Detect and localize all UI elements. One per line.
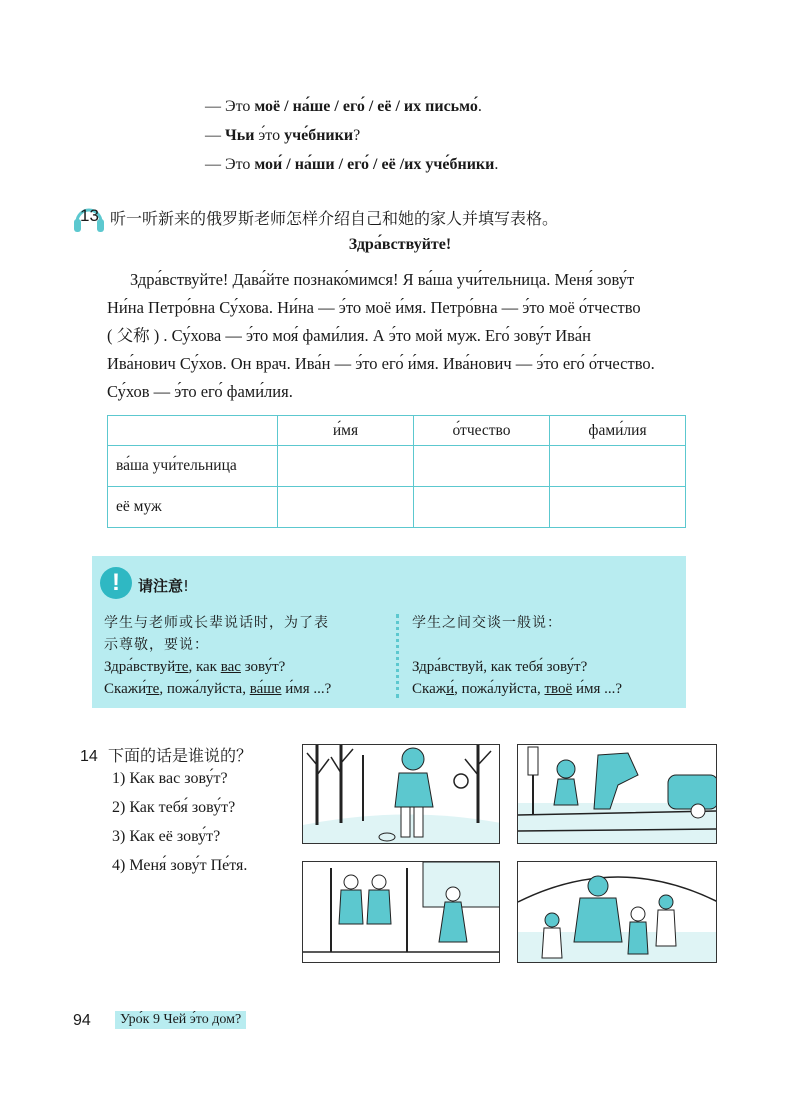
- table-answer-cell[interactable]: [550, 446, 686, 487]
- exercise-14-item: 4) Меня́ зову́т Пе́тя.: [112, 857, 248, 874]
- table-row-label: ва́ша учи́тельница: [108, 446, 278, 487]
- note-title: 请注意!: [138, 577, 190, 595]
- note-right-cn-1: 学生之间交谈一般说：: [412, 615, 562, 631]
- table-answer-cell[interactable]: [414, 446, 550, 487]
- exercise-14-item: 3) Как её зову́т?: [112, 828, 221, 845]
- table-answer-cell[interactable]: [278, 446, 414, 487]
- illustration-boys-and-girl: [302, 861, 500, 963]
- fill-in-table: [107, 415, 686, 528]
- exercise-14-item: 2) Как тебя́ зову́т?: [112, 799, 236, 816]
- dialogue-line-2: — Чьи э́то уче́бники?: [205, 127, 361, 144]
- table-header-cell: [108, 416, 278, 446]
- illustration-park-boy: [302, 744, 500, 844]
- note-divider: [396, 614, 399, 698]
- street-scene-drawing: [518, 745, 717, 844]
- lesson-label: Уро́к 9 Чей э́то дом?: [115, 1011, 246, 1029]
- note-left-line-2: Скажи́те, пожа́луйста, ва́ше и́мя ...?: [104, 681, 332, 697]
- table-header-cell: о́тчество: [414, 416, 550, 446]
- table-header-cell: фами́лия: [550, 416, 686, 446]
- exercise-13-number: 13: [80, 206, 99, 225]
- exercise-14-heading: 14 下面的话是谁说的？: [80, 746, 252, 765]
- table-row: [108, 446, 686, 487]
- note-right-line-2: Скажи́, пожа́луйста, твоё и́мя ...?: [412, 681, 623, 697]
- note-left-line-1: Здра́вствуйте, как вас зову́т?: [104, 659, 286, 675]
- park-scene-drawing: [303, 745, 500, 844]
- paragraph-line-2: Ни́на Петро́вна Су́хова. Ни́на — э́то моё и́мя. Петро́вна — э́то моё о́тчество: [107, 298, 641, 317]
- note-right-line-1: Здра́вствуй, как тебя́ зову́т?: [412, 659, 588, 675]
- table-answer-cell[interactable]: [550, 487, 686, 528]
- illustration-man-with-children: [517, 861, 717, 963]
- paragraph-line-1: Здра́вствуйте! Дава́йте познако́мимся! Я ва́ша учи́тельница. Меня́ зову́т: [130, 270, 635, 289]
- dialogue-line-1: — Это моё / на́ше / его́ / её / их письмо́.: [205, 98, 482, 115]
- children-group-drawing: [518, 862, 717, 963]
- paragraph-line-3: ( 父称 ) . Су́хова — э́то моя́ фами́лия. А э́то мой муж. Его́ зову́т Ива́н: [107, 326, 591, 345]
- table-row: [108, 487, 686, 528]
- exercise-13-instruction: 听一听新来的俄罗斯老师怎样介绍自己和她的家人并填写表格。: [110, 209, 559, 228]
- table-answer-cell[interactable]: [414, 487, 550, 528]
- note-left-cn-2: 示尊敬，要说：: [104, 637, 209, 653]
- table-answer-cell[interactable]: [278, 487, 414, 528]
- exclamation-icon: !: [100, 567, 132, 599]
- table-row-label: её муж: [108, 487, 278, 528]
- exercise-13-title: Здра́вствуйте!: [348, 236, 452, 253]
- page-number: 94: [73, 1012, 91, 1029]
- paragraph-line-4: Ива́нович Су́хов. Он врач. Ива́н — э́то его́ и́мя. Ива́нович — э́то его́ о́тчество.: [107, 354, 655, 373]
- table-header-cell: и́мя: [278, 416, 414, 446]
- paragraph-line-5: Су́хов — э́то его́ фами́лия.: [107, 382, 293, 401]
- exercise-14-item: 1) Как вас зову́т?: [112, 770, 228, 787]
- street-meeting-drawing: [303, 862, 500, 963]
- illustration-policeman-girl: [517, 744, 717, 844]
- table-header-row: [108, 416, 686, 446]
- note-left-cn-1: 学生与老师或长辈说话时，为了表: [104, 615, 329, 631]
- dialogue-line-3: — Это мои́ / на́ши / его́ / её /их уче́бники.: [205, 156, 499, 173]
